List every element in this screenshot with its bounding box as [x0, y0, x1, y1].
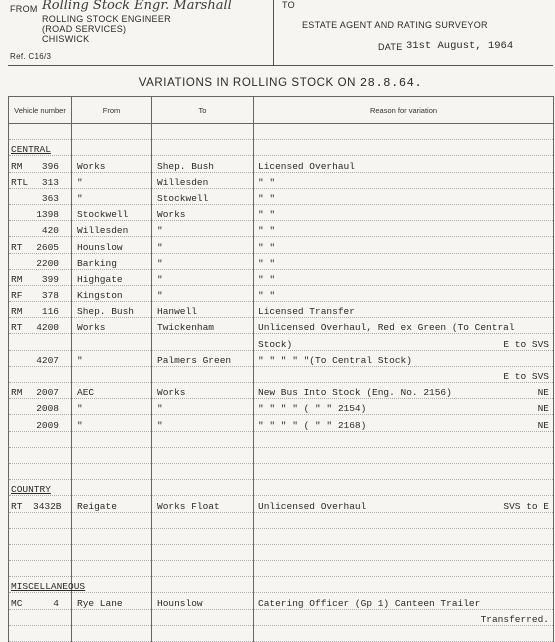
- vehicle-type: RT: [11, 500, 23, 512]
- reason-text: " ": [258, 176, 276, 188]
- vehicle-type: RM: [11, 387, 23, 399]
- from-cell: Stockwell: [77, 209, 129, 221]
- reason-cell: [254, 387, 553, 398]
- reason-cell: [254, 306, 553, 317]
- table-row: [9, 366, 554, 382]
- to-value: ESTATE AGENT AND RATING SURVEYOR: [302, 20, 488, 30]
- table-row: [9, 204, 554, 220]
- vehicle-number: 2007: [36, 387, 59, 399]
- to-cell: Hanwell: [157, 306, 197, 318]
- reason-text: Unlicensed Overhaul: [258, 500, 367, 512]
- vehicle-type: RF: [11, 290, 23, 302]
- from-cell: ": [77, 403, 83, 415]
- date-value: 31st August, 1964: [406, 40, 514, 52]
- page-title: [8, 76, 553, 90]
- from-cell: ": [77, 176, 83, 188]
- col-from: From: [72, 97, 152, 124]
- vehicle-type: RM: [11, 306, 23, 318]
- reason-cell: [254, 420, 553, 431]
- from-handwritten: Rolling Stock Engr. Marshall: [42, 0, 232, 13]
- reason-cell: [254, 322, 553, 333]
- to-cell: ": [157, 241, 163, 253]
- reason-text: " ": [258, 225, 276, 237]
- table-row: [9, 156, 554, 172]
- table-row: [9, 302, 554, 318]
- table-row: [9, 237, 554, 253]
- table-row: [9, 318, 554, 334]
- reason-cell: [254, 274, 553, 285]
- reason-text: Unlicensed Overhaul, Red ex Green (To Central: [258, 322, 515, 334]
- vehicle-number: 2009: [36, 419, 59, 431]
- title-date: 28.8.64.: [359, 76, 423, 90]
- from-cell: ": [77, 354, 83, 366]
- vehicle-type: RT: [11, 241, 23, 253]
- from-line-1: ROLLING STOCK ENGINEER: [42, 14, 171, 24]
- table-row: [9, 383, 554, 399]
- reason-code: NE: [537, 403, 549, 415]
- table-row: [9, 172, 554, 188]
- to-cell: Works Float: [157, 500, 220, 512]
- vehicle-number: 116: [41, 306, 59, 318]
- to-cell: Hounslow: [157, 597, 203, 609]
- section-heading: CENTRAL: [11, 144, 51, 156]
- vehicle-number: 378: [41, 290, 59, 302]
- section-row: [9, 140, 554, 156]
- to-cell: ": [157, 403, 163, 415]
- table-header-row: [9, 97, 554, 124]
- from-cell: Highgate: [77, 273, 123, 285]
- reason-cell: [254, 403, 553, 414]
- from-cell: Hounslow: [77, 241, 123, 253]
- reason-text: " " " " "(To Central Stock): [258, 354, 412, 366]
- from-cell: AEC: [77, 387, 95, 399]
- table-row: [9, 188, 554, 204]
- from-cell: ": [77, 192, 83, 204]
- form-header: [8, 0, 553, 65]
- vehicle-number: 4207: [36, 354, 59, 366]
- reason-cell: [254, 614, 553, 625]
- reason-code: SVS to E: [503, 500, 549, 512]
- blank-row: [9, 124, 554, 140]
- ref-number: Ref. C16/3: [10, 52, 52, 61]
- to-cell: Works: [157, 387, 186, 399]
- to-cell: Works: [157, 209, 186, 221]
- reason-cell: [254, 161, 553, 172]
- reason-code: NE: [537, 387, 549, 399]
- from-line-3: CHISWICK: [42, 34, 90, 44]
- to-label: TO: [282, 0, 295, 10]
- title-text: VARIATIONS IN ROLLING STOCK ON: [138, 77, 357, 89]
- to-cell: Stockwell: [157, 192, 209, 204]
- reason-cell: [254, 193, 553, 204]
- to-cell: Shep. Bush: [157, 160, 215, 172]
- vehicle-number: 396: [41, 160, 59, 172]
- from-cell: Works: [77, 160, 106, 172]
- reason-cell: [254, 355, 553, 366]
- from-cell: Works: [77, 322, 106, 334]
- reason-text: New Bus Into Stock (Eng. No. 2156): [258, 387, 452, 399]
- reason-cell: [254, 177, 553, 188]
- table-body: [9, 124, 554, 642]
- date-label: DATE: [378, 42, 403, 52]
- reason-text: " " " " ( " " 2168): [258, 419, 367, 431]
- vehicle-number: 399: [41, 273, 59, 285]
- table-row: [9, 350, 554, 366]
- from-cell: Shep. Bush: [77, 306, 135, 318]
- blank-row: [9, 512, 554, 528]
- from-cell: ": [77, 419, 83, 431]
- vehicle-number: 313: [41, 176, 59, 188]
- rolling-stock-form: [8, 0, 553, 630]
- reason-text: Licensed Overhaul: [258, 160, 355, 172]
- vehicle-type: RT: [11, 322, 23, 334]
- reason-cell: [254, 501, 553, 512]
- reason-text: " ": [258, 257, 276, 269]
- table-row: [9, 334, 554, 350]
- blank-row: [9, 431, 554, 447]
- col-vehicle-number: Vehicle number: [9, 97, 72, 124]
- reason-cell: [254, 209, 553, 220]
- table-row: [9, 415, 554, 431]
- reason-text: " " " " ( " " 2154): [258, 403, 367, 415]
- section-heading: COUNTRY: [11, 484, 51, 496]
- variations-table: [8, 96, 554, 642]
- to-cell: ": [157, 290, 163, 302]
- table-row: [9, 399, 554, 415]
- vehicle-number: 2605: [36, 241, 59, 253]
- table-row: [9, 253, 554, 269]
- vehicle-number: 2200: [36, 257, 59, 269]
- reason-code: E to SVS: [503, 371, 549, 382]
- to-cell: ": [157, 225, 163, 237]
- reason-text: Stock): [258, 338, 293, 350]
- from-cell: Rye Lane: [77, 597, 123, 609]
- blank-row: [9, 561, 554, 577]
- to-cell: Palmers Green: [157, 354, 232, 366]
- blank-row: [9, 463, 554, 479]
- reason-cell: [254, 258, 553, 269]
- from-line-2: (ROAD SERVICES): [42, 24, 127, 34]
- from-label: FROM: [10, 4, 38, 14]
- table-row: [9, 496, 554, 512]
- table-row: [9, 285, 554, 301]
- to-box: [274, 0, 553, 66]
- vehicle-type: MC: [11, 597, 23, 609]
- reason-cell: [254, 598, 553, 609]
- section-heading: MISCELLANEOUS: [11, 581, 86, 593]
- from-cell: Reigate: [77, 500, 117, 512]
- table-row: [9, 593, 554, 609]
- reason-cell: [254, 290, 553, 301]
- reason-code: Transferred.: [480, 613, 549, 625]
- reason-code: E to SVS: [503, 338, 549, 350]
- to-cell: ": [157, 257, 163, 269]
- to-cell: Twickenham: [157, 322, 215, 334]
- vehicle-number: 4200: [36, 322, 59, 334]
- col-reason: Reason for variation: [254, 97, 554, 124]
- blank-row: [9, 528, 554, 544]
- vehicle-number: 4: [53, 597, 59, 609]
- reason-code: NE: [537, 419, 549, 431]
- table-row: [9, 221, 554, 237]
- section-row: [9, 480, 554, 496]
- reason-text: " ": [258, 209, 276, 221]
- from-cell: Barking: [77, 257, 117, 269]
- from-cell: Kingston: [77, 290, 123, 302]
- from-cell: Willesden: [77, 225, 129, 237]
- blank-row: [9, 625, 554, 641]
- from-box: [8, 0, 274, 66]
- reason-text: Licensed Transfer: [258, 306, 355, 318]
- reason-cell: [254, 242, 553, 253]
- vehicle-type: RTL: [11, 176, 29, 188]
- reason-text: " ": [258, 273, 276, 285]
- to-cell: ": [157, 273, 163, 285]
- col-to: To: [152, 97, 254, 124]
- reason-cell: [254, 225, 553, 236]
- blank-row: [9, 544, 554, 560]
- reason-cell: [254, 371, 553, 382]
- vehicle-type: RM: [11, 160, 23, 172]
- table-row: [9, 269, 554, 285]
- blank-row: [9, 447, 554, 463]
- vehicle-number: 1398: [36, 209, 59, 221]
- vehicle-number: 363: [41, 192, 59, 204]
- vehicle-number: 420: [41, 225, 59, 237]
- table-row: [9, 609, 554, 625]
- vehicle-number: 2008: [36, 403, 59, 415]
- vehicle-number: 3432B: [33, 500, 62, 512]
- reason-text: Catering Officer (Gp 1) Canteen Trailer: [258, 597, 481, 609]
- to-cell: Willesden: [157, 176, 209, 188]
- vehicle-type: RM: [11, 273, 23, 285]
- section-row: [9, 577, 554, 593]
- reason-text: " ": [258, 192, 276, 204]
- to-cell: ": [157, 419, 163, 431]
- reason-text: " ": [258, 290, 276, 302]
- reason-cell: [254, 339, 553, 350]
- reason-text: " ": [258, 241, 276, 253]
